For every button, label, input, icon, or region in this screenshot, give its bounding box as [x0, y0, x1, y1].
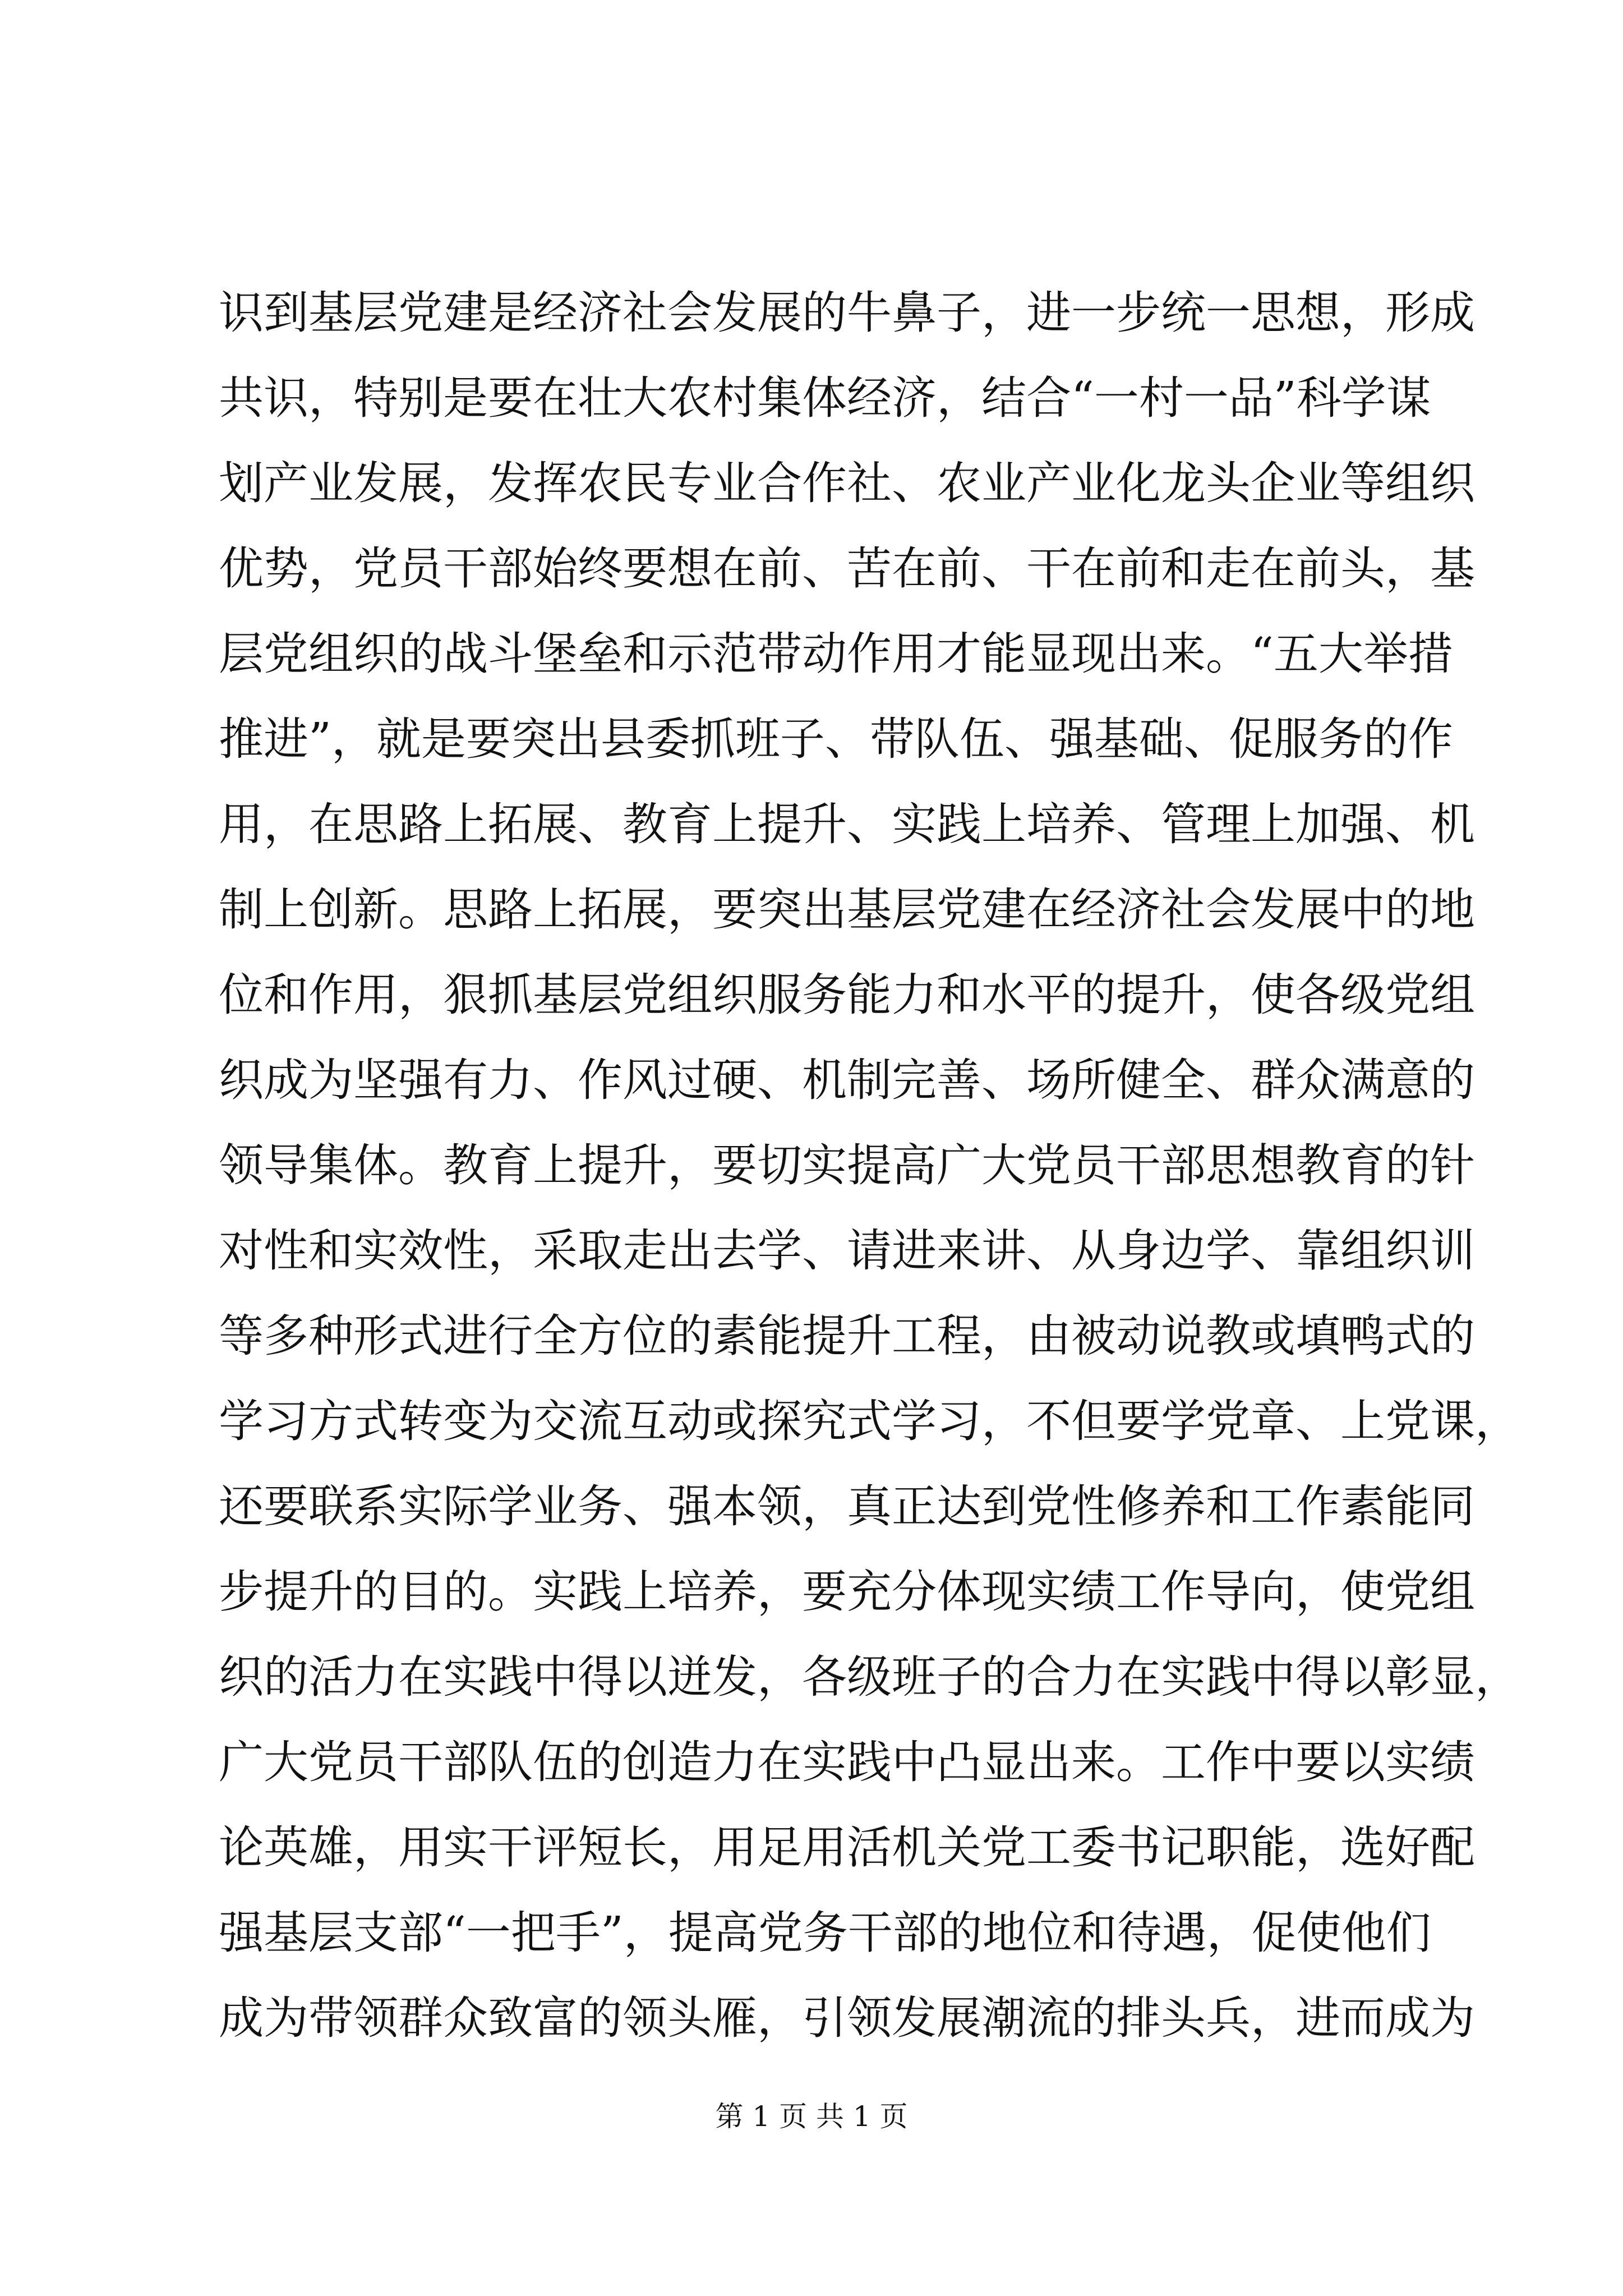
text-line: 织成为坚强有力、作风过硬、机制完善、场所健全、群众满意的: [219, 1054, 1475, 1106]
text-line: 推进”，就是要突出县委抓班子、带队伍、强基础、促服务的作: [219, 713, 1453, 765]
body-text: [219, 270, 1520, 2061]
text-line: 层党组织的战斗堡垒和示范带动作用才能显现出来。“五大举措: [219, 628, 1453, 680]
text-line: 领导集体。教育上提升，要切实提高广大党员干部思想教育的针: [219, 1139, 1475, 1191]
text-line: 广大党员干部队伍的创造力在实践中凸显出来。工作中要以实绩: [219, 1736, 1475, 1788]
text-line: 织的活力在实践中得以迸发，各级班子的合力在实践中得以彰显，: [219, 1651, 1520, 1703]
text-line: 优势，党员干部始终要想在前、苦在前、干在前和走在前头，基: [219, 542, 1475, 595]
text-line: 划产业发展，发挥农民专业合作社、农业产业化龙头企业等组织: [219, 457, 1475, 509]
text-line: 识到基层党建是经济社会发展的牛鼻子，进一步统一思想，形成: [219, 287, 1475, 339]
text-line: 论英雄，用实干评短长，用足用活机关党工委书记职能，选好配: [219, 1821, 1475, 1874]
page-footer: 第 1 页 共 1 页: [715, 2100, 908, 2133]
text-line: 学习方式转变为交流互动或探究式学习，不但要学党章、上党课，: [219, 1395, 1520, 1447]
text-line: 共识，特别是要在壮大农村集体经济，结合“一村一品”科学谋: [219, 372, 1431, 424]
text-line: 位和作用，狠抓基层党组织服务能力和水平的提升，使各级党组: [219, 969, 1475, 1021]
text-line: 对性和实效性，采取走出去学、请进来讲、从身边学、靠组织训: [219, 1225, 1475, 1277]
text-line: 制上创新。思路上拓展，要突出基层党建在经济社会发展中的地: [219, 884, 1475, 936]
text-line: 用，在思路上拓展、教育上提升、实践上培养、管理上加强、机: [219, 798, 1475, 850]
text-line: 还要联系实际学业务、强本领，真正达到党性修养和工作素能同: [219, 1480, 1475, 1533]
text-line: 成为带领群众致富的领头雁，引领发展潮流的排头兵，进而成为: [219, 1992, 1475, 2044]
text-line: 等多种形式进行全方位的素能提升工程，由被动说教或填鸭式的: [219, 1310, 1475, 1362]
text-line: 步提升的目的。实践上培养，要充分体现实绩工作导向，使党组: [219, 1566, 1475, 1618]
text-line: 强基层支部“一把手”，提高党务干部的地位和待遇，促使他们: [219, 1907, 1431, 1959]
